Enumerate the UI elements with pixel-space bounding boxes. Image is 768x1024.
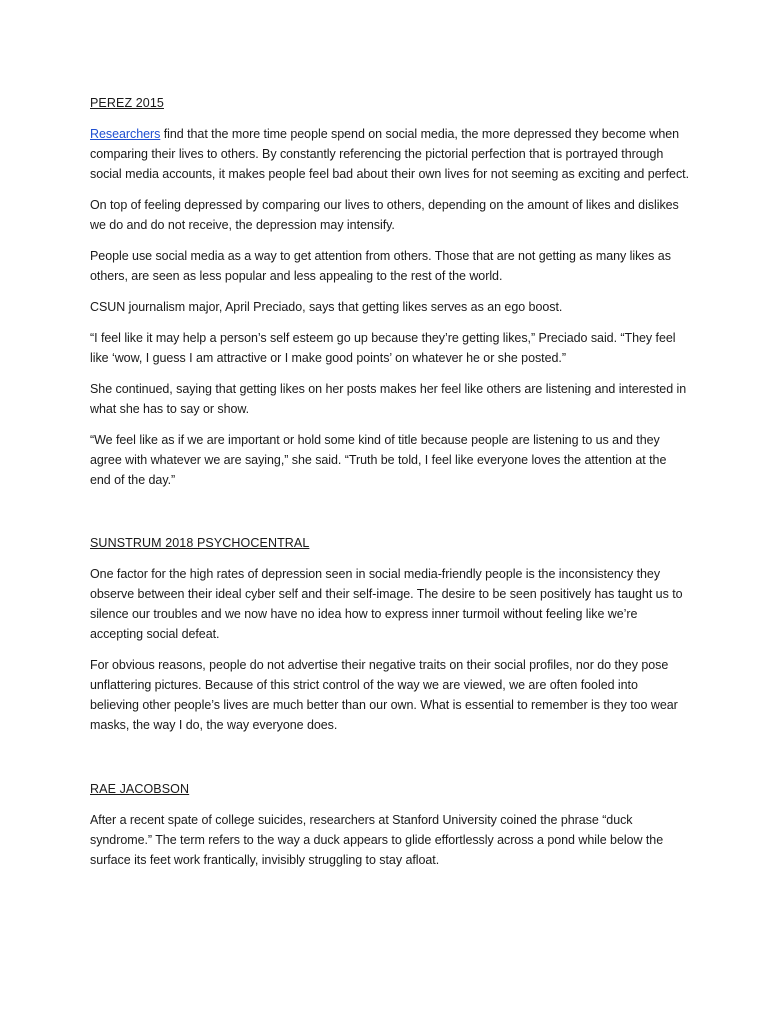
section-heading: PEREZ 2015 [90,96,164,110]
document-page [90,93,690,881]
section-rae-jacobson [90,779,690,870]
paragraph: On top of feeling depressed by comparing our lives to others, depending on the amount of likes and dislikes we do and do not receive, the depression may intensify. [90,198,679,232]
paragraph: “I feel like it may help a person’s self esteem go up because they’re getting likes,” Preciado said. “They feel like ‘wow, I guess I am attractive or I make good points’ on whatever he or she posted.” [90,331,676,365]
paragraph [90,124,690,184]
paragraph: She continued, saying that getting likes on her posts makes her feel like others are listening and interested in what she has to say or show. [90,382,687,416]
section-spacer [90,501,690,533]
section-heading: SUNSTRUM 2018 PSYCHOCENTRAL [90,536,310,550]
paragraph: CSUN journalism major, April Preciado, says that getting likes serves as an ego boost. [90,300,563,314]
section-spacer [90,746,690,779]
paragraph: One factor for the high rates of depression seen in social media-friendly people is the inconsistency they observe between their ideal cyber self and their self-image. The desire to be seen positively has taught us to silence our troubles and we now have no idea how to express inner turmoil without feeling like we’re accepting social defeat. [90,567,683,641]
paragraph-text: find that the more time people spend on social media, the more depressed they become when comparing their lives to others. By constantly referencing the pictorial perfection that is portrayed through social media accounts, it makes people feel bad about their own lives for not seeming as exciting and perfect. [90,127,690,181]
section-perez-2015 [90,93,690,490]
paragraph: People use social media as a way to get attention from others. Those that are not getting as many likes as others, are seen as less popular and less appealing to the rest of the world. [90,249,671,283]
paragraph: After a recent spate of college suicides, researchers at Stanford University coined the phrase “duck syndrome.” The term refers to the way a duck appears to glide effortlessly across a pond while below the surface its feet work frantically, invisibly struggling to stay afloat. [90,813,664,867]
section-sunstrum-2018 [90,533,690,735]
paragraph: “We feel like as if we are important or hold some kind of title because people are listening to us and they agree with whatever we are saying,” she said. “Truth be told, I feel like everyone loves the attention at the end of the day.” [90,433,667,487]
section-heading: RAE JACOBSON [90,782,190,796]
paragraph: For obvious reasons, people do not advertise their negative traits on their social profiles, nor do they pose unflattering pictures. Because of this strict control of the way we are viewed, we are often fooled into believing other people’s lives are much better than our own. What is essential to remember is they too wear masks, the way I do, the way everyone does. [90,658,678,732]
researchers-link[interactable]: Researchers [90,127,161,141]
